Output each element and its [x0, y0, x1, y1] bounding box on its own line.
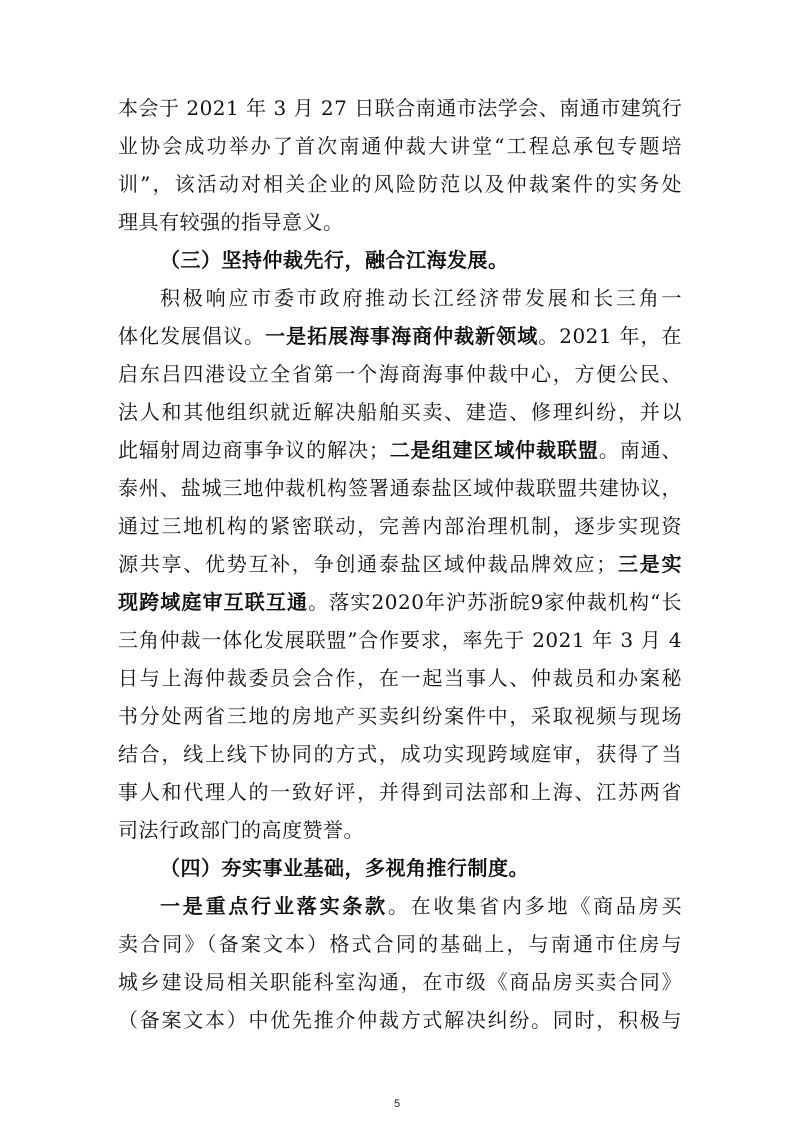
emphasis-text: 现跨域庭审互联互通 — [118, 590, 309, 614]
paragraph-line: 理具有较强的指导意义。 — [118, 210, 344, 234]
paragraph-line: 结合，线上线下协同的方式，成功实现跨域庭审，获得了当 — [118, 742, 682, 766]
paragraph-line: 泰州、盐城三地仲裁机构签署通泰盐区域仲裁联盟共建协议， — [118, 476, 682, 500]
text-run: 体化发展倡议。 — [118, 324, 266, 348]
paragraph-line: 积极响应市委市政府推动长江经济带发展和长三角一 — [160, 286, 682, 310]
text-run: 。南通、 — [598, 438, 683, 462]
paragraph-line: 本会于 2021 年 3 月 27 日联合南通市法学会、南通市建筑行 — [118, 96, 683, 120]
paragraph-line: 启东吕四港设立全省第一个海商海事仲裁中心，方便公民、 — [118, 362, 682, 386]
paragraph-line: 城乡建设局相关职能科室沟通，在市级《商品房买卖合同》 — [118, 970, 682, 994]
paragraph-line: 司法行政部门的高度赞誉。 — [118, 818, 364, 842]
paragraph-line — [118, 318, 682, 354]
page-number: 5 — [393, 1098, 401, 1110]
paragraph-line: 日与上海仲裁委员会合作，在一起当事人、仲裁员和办案秘 — [118, 666, 682, 690]
paragraph-line — [160, 888, 682, 924]
paragraph-line: 通过三地机构的紧密联动，完善内部治理机制，逐步实现资 — [118, 514, 682, 538]
paragraph-line: 书分处两省三地的房地产买卖纠纷案件中，采取视频与现场 — [118, 704, 682, 728]
paragraph-line: 训”，该活动对相关企业的风险防范以及仲裁案件的实务处 — [118, 172, 682, 196]
paragraph-line — [118, 546, 682, 582]
paragraph-line: 卖合同》（备案文本）格式合同的基础上，与南通市住房与 — [118, 932, 682, 956]
emphasis-text: 二是组建区域仲裁联盟 — [389, 438, 599, 462]
text-run: 源共享、优势互补，争创通泰盐区域仲裁品牌效应； — [118, 552, 617, 576]
paragraph-line: 三角仲裁一体化发展联盟”合作要求，率先于 2021 年 3 月 4 — [118, 628, 682, 652]
text-run: 。落实2020年沪苏浙皖9家仲裁机构“长 — [308, 590, 682, 614]
paragraph-line: 业协会成功举办了首次南通仲裁大讲堂“工程总承包专题培 — [118, 134, 682, 158]
emphasis-text: 一是拓展海事海商仲裁新领域 — [265, 324, 539, 348]
paragraph-line — [118, 584, 682, 620]
text-run: 。2021 年，在 — [538, 324, 683, 348]
paragraph-line: 法人和其他组织就近解决船舶买卖、建造、修理纠纷，并以 — [118, 400, 682, 424]
text-run: 。在收集省内多地《商品房买 — [387, 894, 683, 918]
text-run: 此辐射周边商事争议的解决； — [118, 438, 390, 462]
emphasis-text: 三是实 — [616, 552, 683, 576]
paragraph-line — [118, 432, 682, 468]
paragraph-line: 事人和代理人的一致好评，并得到司法部和上海、江苏两省 — [118, 780, 682, 804]
emphasis-text: 一是重点行业落实条款 — [160, 894, 388, 918]
paragraph-line: （备案文本）中优先推介仲裁方式解决纠纷。同时，积极与 — [118, 1008, 682, 1032]
section-heading-3: （三）坚持仲裁先行，融合江海发展。 — [160, 248, 509, 272]
section-heading-4: （四）夯实事业基础，多视角推行制度。 — [160, 856, 529, 880]
